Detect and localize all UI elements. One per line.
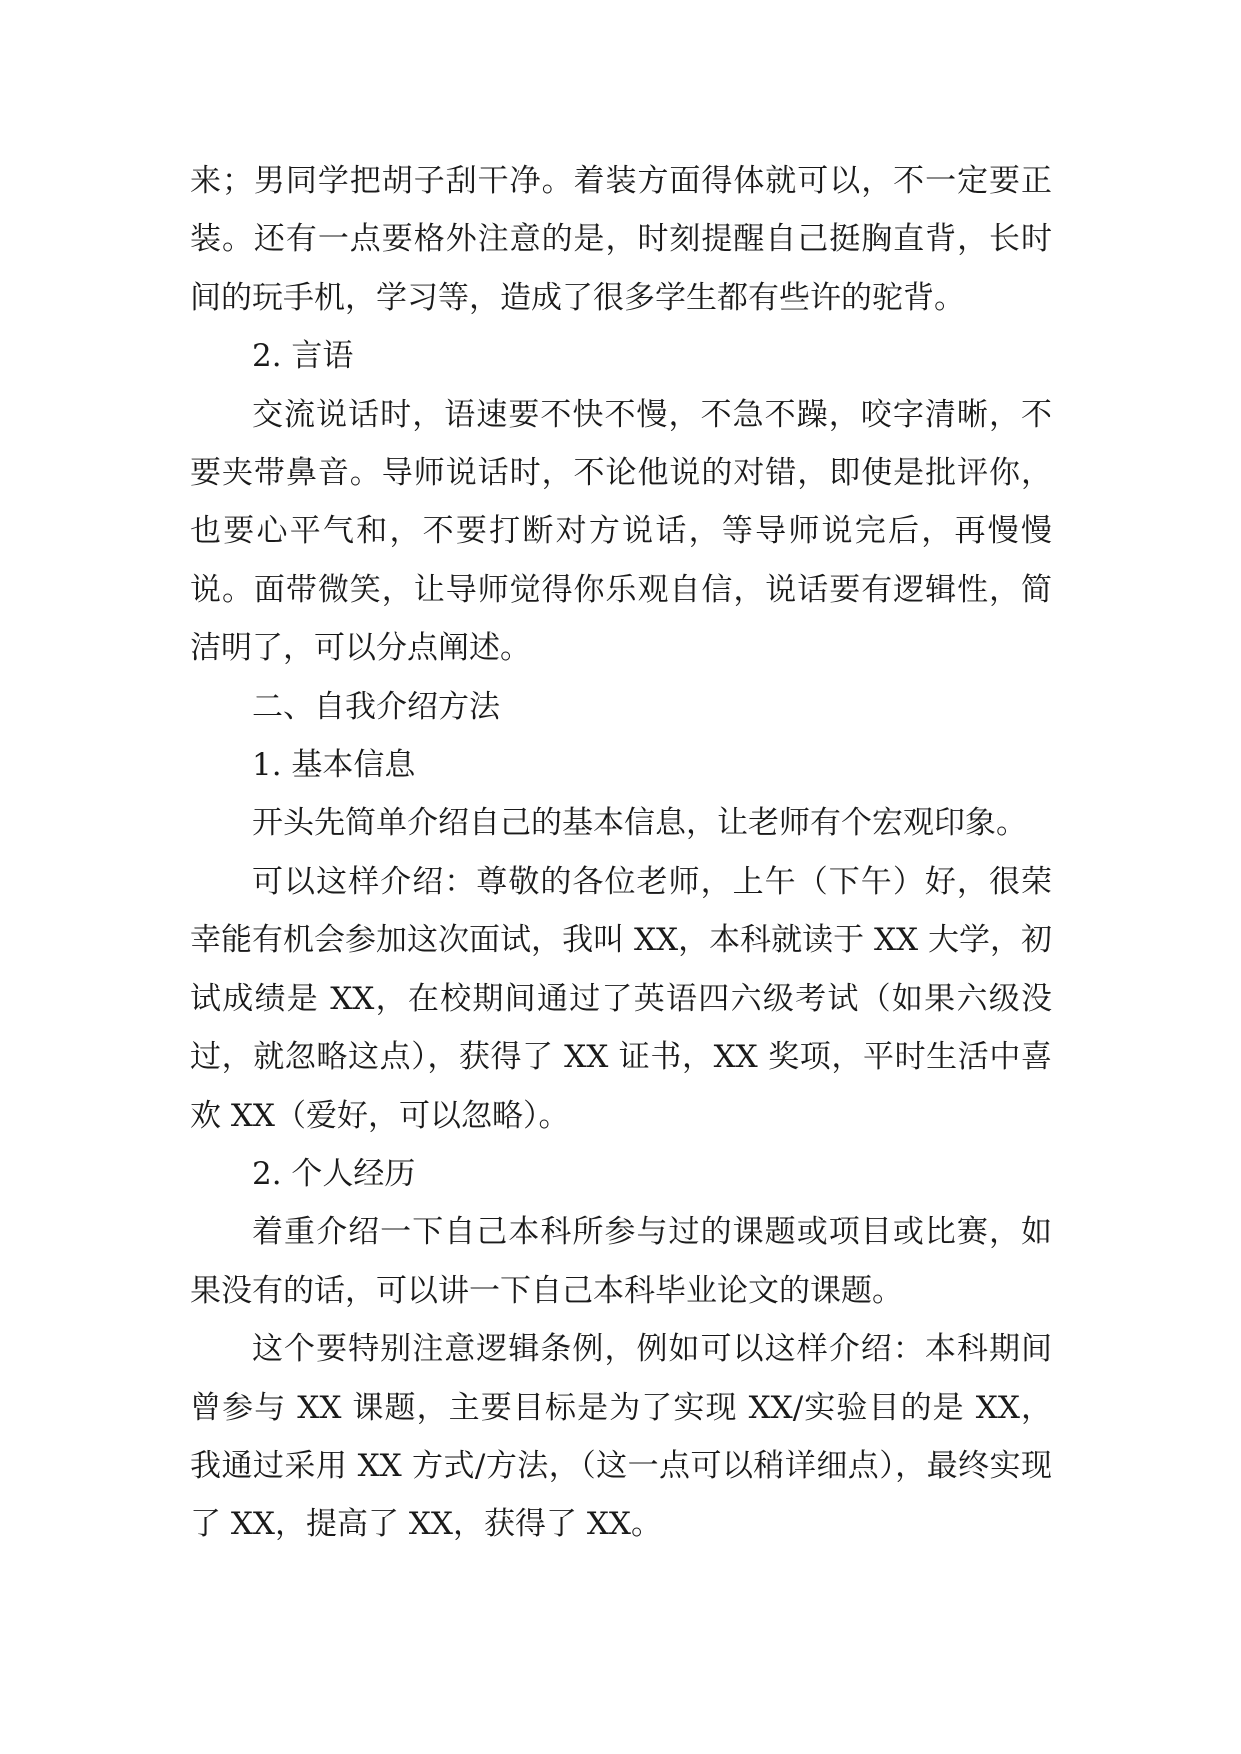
paragraph-intro-example: 可以这样介绍：尊敬的各位老师，上午（下午）好，很荣幸能有机会参加这次面试，我叫 XX，本科就读于 XX 大学，初试成绩是 XX，在校期间通过了英语四六级考试（如果六级没过，就忽略这点），获得了 XX 证书，XX 奖项，平时生活中喜欢 XX（爱好，可以忽略）。 (190, 863, 1052, 1134)
section-heading-self-introduction: 二、自我介绍方法 (252, 688, 500, 725)
document-body (190, 152, 1052, 1554)
heading-speech: 2. 言语 (252, 338, 354, 375)
paragraph-attire-continued: 来；男同学把胡子刮干净。着装方面得体就可以，不一定要正装。还有一点要格外注意的是，时刻提醒自己挺胸直背，长时间的玩手机，学习等，造成了很多学生都有些许的驼背。 (190, 163, 1052, 316)
paragraph-basic-info: 开头先简单介绍自己的基本信息，让老师有个宏观印象。 (252, 805, 1027, 842)
paragraph-speech: 交流说话时，语速要不快不慢，不急不躁，咬字清晰，不要夹带鼻音。导师说话时，不论他说的对错，即使是批评你，也要心平气和，不要打断对方说话，等导师说完后，再慢慢说。面带微笑，让导师觉得你乐观自信，说话要有逻辑性，简洁明了，可以分点阐述。 (190, 396, 1052, 667)
paragraph-experience: 着重介绍一下自己本科所参与过的课题或项目或比赛，如果没有的话，可以讲一下自己本科毕业论文的课题。 (190, 1214, 1052, 1309)
paragraph-experience-example: 这个要特别注意逻辑条例，例如可以这样介绍：本科期间曾参与 XX 课题，主要目标是为了实现 XX/实验目的是 XX，我通过采用 XX 方式/方法，（这一点可以稍详细点），最终实现了 XX，提高了 XX，获得了 XX。 (190, 1331, 1052, 1543)
heading-basic-info: 1. 基本信息 (252, 747, 416, 784)
heading-personal-experience: 2. 个人经历 (252, 1155, 416, 1192)
